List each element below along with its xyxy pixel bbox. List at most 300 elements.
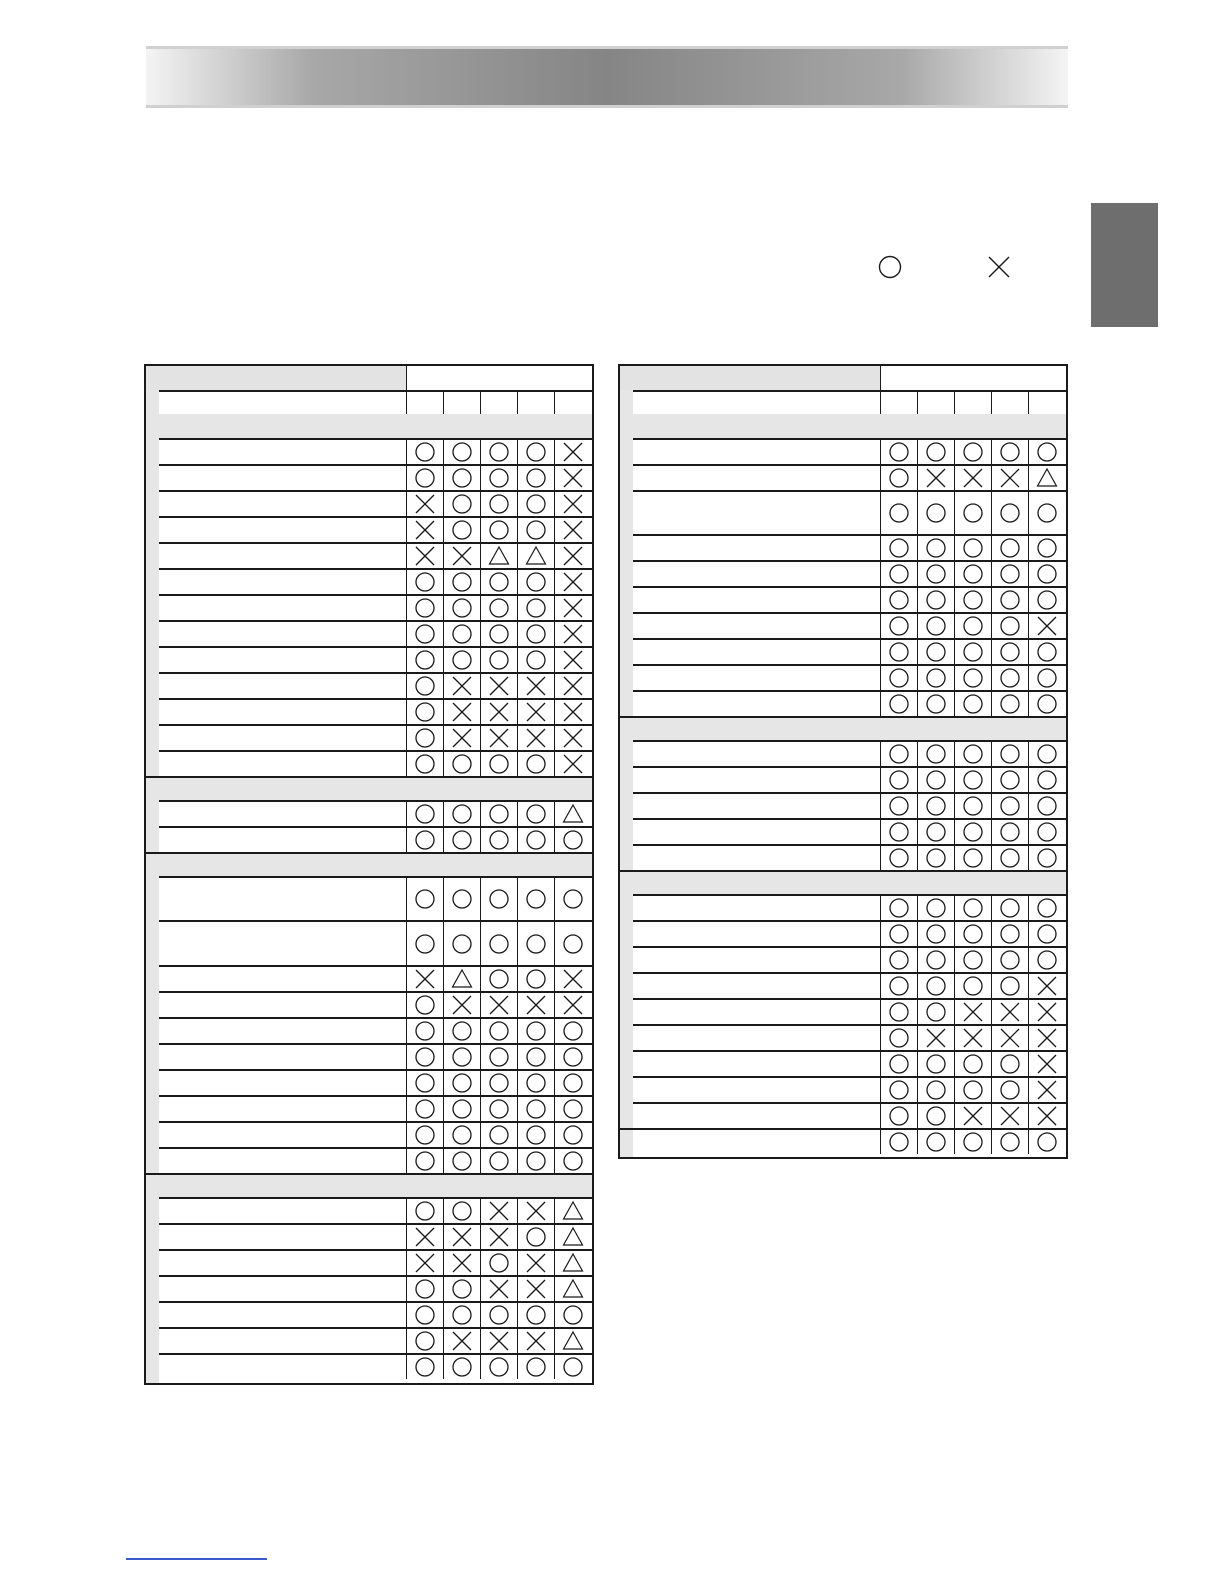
- column-divider: [480, 1017, 481, 1043]
- column-divider: [554, 1249, 555, 1275]
- column-divider: [517, 646, 518, 672]
- circle-mark-icon: [451, 1046, 473, 1068]
- row-label: [159, 1225, 406, 1249]
- column-divider: [443, 750, 444, 776]
- column-divider: [443, 1353, 444, 1379]
- column-divider: [517, 920, 518, 965]
- cross-mark-icon: [999, 467, 1021, 489]
- circle-mark-icon: [414, 933, 436, 955]
- column-divider: [554, 464, 555, 490]
- circle-mark-icon: [488, 649, 510, 671]
- circle-mark-icon: [999, 975, 1021, 997]
- cross-mark-icon: [562, 519, 584, 541]
- column-divider: [480, 920, 481, 965]
- circle-mark-icon: [414, 1278, 436, 1300]
- column-divider: [406, 826, 407, 852]
- column-divider: [917, 920, 918, 946]
- circle-mark-icon: [888, 795, 910, 817]
- column-divider: [517, 1223, 518, 1249]
- column-divider: [517, 568, 518, 594]
- circle-mark-icon: [1036, 1131, 1058, 1153]
- row-label: [633, 1026, 880, 1050]
- circle-mark-icon: [999, 502, 1021, 524]
- column-divider: [917, 740, 918, 766]
- column-divider: [517, 1121, 518, 1147]
- column-divider: [406, 438, 407, 464]
- circle-mark-icon: [888, 1105, 910, 1127]
- circle-mark-icon: [414, 571, 436, 593]
- circle-mark-icon: [414, 441, 436, 463]
- column-divider: [954, 534, 955, 560]
- circle-mark-icon: [414, 1200, 436, 1222]
- column-divider: [954, 1076, 955, 1102]
- column-divider: [480, 438, 481, 464]
- column-divider: [954, 438, 955, 464]
- column-divider: [880, 612, 881, 638]
- circle-mark-icon: [1036, 795, 1058, 817]
- category-band: [146, 776, 592, 800]
- column-divider: [880, 972, 881, 998]
- column-divider: [954, 894, 955, 920]
- circle-mark-icon: [999, 743, 1021, 765]
- circle-mark-icon: [451, 1124, 473, 1146]
- column-divider: [991, 1076, 992, 1102]
- column-divider: [991, 1102, 992, 1128]
- row-label: [633, 846, 880, 870]
- column-divider: [954, 1128, 955, 1154]
- column-divider: [991, 664, 992, 690]
- circle-mark-icon: [888, 537, 910, 559]
- circle-mark-icon: [925, 441, 947, 463]
- circle-mark-icon: [1036, 667, 1058, 689]
- cross-mark-icon: [925, 467, 947, 489]
- circle-mark-icon: [888, 1027, 910, 1049]
- column-divider: [480, 1353, 481, 1379]
- column-divider: [917, 690, 918, 716]
- circle-mark-icon: [888, 949, 910, 971]
- column-divider: [443, 1095, 444, 1121]
- cross-mark-icon: [525, 994, 547, 1016]
- circle-mark-icon: [488, 1098, 510, 1120]
- column-divider: [554, 620, 555, 646]
- circle-mark-icon: [1036, 537, 1058, 559]
- column-divider: [1028, 972, 1029, 998]
- column-divider: [480, 876, 481, 920]
- circle-mark-icon: [414, 1046, 436, 1068]
- column-divider: [406, 594, 407, 620]
- column-divider: [991, 490, 992, 534]
- circle-mark-icon: [962, 795, 984, 817]
- circle-mark-icon: [488, 571, 510, 593]
- row-label: [159, 674, 406, 698]
- footer-link-underline: [126, 1558, 267, 1560]
- category-band: [146, 1173, 592, 1197]
- circle-mark-icon: [414, 597, 436, 619]
- cross-mark-icon: [488, 701, 510, 723]
- circle-mark-icon: [999, 949, 1021, 971]
- column-divider: [880, 638, 881, 664]
- column-divider: [406, 1069, 407, 1095]
- column-divider: [954, 740, 955, 766]
- row-label: [159, 802, 406, 826]
- circle-mark-icon: [451, 1150, 473, 1172]
- circle-mark-icon: [562, 1150, 584, 1172]
- circle-mark-icon: [414, 1356, 436, 1378]
- cross-mark-icon: [488, 727, 510, 749]
- column-divider: [880, 390, 881, 414]
- circle-mark-icon: [925, 923, 947, 945]
- triangle-mark-icon: [525, 545, 547, 567]
- column-divider: [917, 894, 918, 920]
- circle-mark-icon: [414, 753, 436, 775]
- column-divider: [954, 612, 955, 638]
- column-divider: [406, 542, 407, 568]
- column-divider: [917, 1050, 918, 1076]
- column-divider: [917, 464, 918, 490]
- circle-mark-icon: [451, 1020, 473, 1042]
- cross-mark-icon: [488, 1200, 510, 1222]
- cross-mark-icon: [451, 1330, 473, 1352]
- row-label: [159, 466, 406, 490]
- column-divider: [991, 534, 992, 560]
- column-divider: [554, 698, 555, 724]
- column-divider: [517, 991, 518, 1017]
- circle-mark-icon: [1036, 743, 1058, 765]
- column-divider: [991, 998, 992, 1024]
- column-divider: [1028, 946, 1029, 972]
- column-divider: [554, 438, 555, 464]
- cross-mark-icon: [414, 519, 436, 541]
- column-divider: [480, 1043, 481, 1069]
- cross-mark-icon: [451, 994, 473, 1016]
- table-gutter: [620, 366, 633, 1157]
- column-divider: [1028, 464, 1029, 490]
- column-divider: [406, 1223, 407, 1249]
- column-divider: [991, 438, 992, 464]
- circle-mark-icon: [414, 1304, 436, 1326]
- column-divider: [917, 818, 918, 844]
- row-label: [159, 518, 406, 542]
- row-label: [633, 666, 880, 690]
- column-divider: [554, 826, 555, 852]
- column-divider: [443, 1069, 444, 1095]
- row-label: [159, 648, 406, 672]
- circle-mark-icon: [925, 975, 947, 997]
- cross-mark-icon: [562, 597, 584, 619]
- column-divider: [517, 1043, 518, 1069]
- circle-mark-icon: [525, 968, 547, 990]
- circle-mark-icon: [451, 623, 473, 645]
- circle-mark-icon: [525, 1226, 547, 1248]
- circle-mark-icon: [888, 693, 910, 715]
- circle-mark-icon: [999, 769, 1021, 791]
- triangle-mark-icon: [562, 1330, 584, 1352]
- column-divider: [406, 620, 407, 646]
- circle-mark-icon: [414, 888, 436, 910]
- circle-mark-icon: [888, 641, 910, 663]
- column-divider: [443, 390, 444, 414]
- column-divider: [880, 946, 881, 972]
- row-label: [159, 726, 406, 750]
- cross-mark-icon: [451, 1252, 473, 1274]
- cross-mark-icon: [1036, 1105, 1058, 1127]
- circle-mark-icon: [488, 1356, 510, 1378]
- circle-mark-icon: [451, 933, 473, 955]
- circle-mark-icon: [999, 847, 1021, 869]
- circle-mark-icon: [888, 441, 910, 463]
- circle-mark-icon: [414, 675, 436, 697]
- cross-mark-icon: [525, 1278, 547, 1300]
- circle-mark-icon: [888, 1131, 910, 1153]
- circle-mark-icon: [1036, 589, 1058, 611]
- circle-mark-icon: [925, 615, 947, 637]
- column-divider: [954, 690, 955, 716]
- row-label: [633, 1000, 880, 1024]
- column-divider: [554, 568, 555, 594]
- column-divider: [480, 724, 481, 750]
- column-divider: [517, 1069, 518, 1095]
- circle-mark-icon: [1036, 923, 1058, 945]
- cross-mark-icon: [562, 701, 584, 723]
- cross-mark-icon: [414, 545, 436, 567]
- column-divider: [1028, 612, 1029, 638]
- column-divider: [880, 740, 881, 766]
- circle-mark-icon: [562, 888, 584, 910]
- column-divider: [480, 1327, 481, 1353]
- column-divider: [880, 844, 881, 870]
- row-label: [633, 1104, 880, 1128]
- column-divider: [917, 586, 918, 612]
- column-divider: [480, 1197, 481, 1223]
- column-divider: [480, 1301, 481, 1327]
- circle-mark-icon: [562, 1304, 584, 1326]
- circle-mark-icon: [888, 615, 910, 637]
- circle-mark-icon: [488, 1304, 510, 1326]
- circle-mark-icon: [562, 1046, 584, 1068]
- column-divider: [443, 490, 444, 516]
- circle-mark-icon: [562, 1072, 584, 1094]
- row-label: [620, 1130, 880, 1154]
- title-banner: [146, 46, 1068, 108]
- legend-cross-icon: [986, 254, 1012, 280]
- column-divider: [517, 464, 518, 490]
- column-divider: [880, 1128, 881, 1154]
- circle-mark-icon: [488, 1046, 510, 1068]
- row-label: [633, 440, 880, 464]
- circle-mark-icon: [888, 923, 910, 945]
- cross-mark-icon: [562, 994, 584, 1016]
- column-divider: [954, 946, 955, 972]
- circle-mark-icon: [925, 949, 947, 971]
- category-band: [146, 414, 592, 438]
- column-divider: [1028, 586, 1029, 612]
- column-divider: [1028, 560, 1029, 586]
- column-divider: [991, 818, 992, 844]
- column-divider: [517, 1197, 518, 1223]
- circle-mark-icon: [414, 1124, 436, 1146]
- column-divider: [517, 542, 518, 568]
- circle-mark-icon: [488, 753, 510, 775]
- column-divider: [880, 1102, 881, 1128]
- column-divider: [954, 844, 955, 870]
- column-divider: [517, 594, 518, 620]
- column-divider: [954, 920, 955, 946]
- row-label: [159, 1123, 406, 1147]
- cross-mark-icon: [562, 727, 584, 749]
- row-label: [159, 1045, 406, 1069]
- column-divider: [406, 750, 407, 776]
- circle-mark-icon: [525, 829, 547, 851]
- column-divider: [554, 920, 555, 965]
- circle-mark-icon: [925, 667, 947, 689]
- column-divider: [517, 1327, 518, 1353]
- circle-mark-icon: [962, 923, 984, 945]
- circle-mark-icon: [888, 821, 910, 843]
- circle-mark-icon: [999, 923, 1021, 945]
- circle-mark-icon: [962, 589, 984, 611]
- cross-mark-icon: [525, 701, 547, 723]
- column-divider: [917, 638, 918, 664]
- circle-mark-icon: [888, 563, 910, 585]
- row-label: [633, 466, 880, 490]
- column-divider: [480, 1275, 481, 1301]
- column-divider: [954, 664, 955, 690]
- column-divider: [1028, 844, 1029, 870]
- circle-mark-icon: [525, 803, 547, 825]
- column-divider: [480, 698, 481, 724]
- circle-mark-icon: [925, 1053, 947, 1075]
- circle-mark-icon: [999, 641, 1021, 663]
- column-divider: [880, 1024, 881, 1050]
- row-label: [633, 896, 880, 920]
- circle-mark-icon: [525, 753, 547, 775]
- column-divider: [517, 965, 518, 991]
- row-label: [159, 1097, 406, 1121]
- column-divider: [480, 490, 481, 516]
- row-label: [633, 536, 880, 560]
- circle-mark-icon: [999, 589, 1021, 611]
- column-header-row: [159, 390, 592, 414]
- column-divider: [954, 390, 955, 414]
- column-divider: [917, 972, 918, 998]
- column-divider: [443, 516, 444, 542]
- column-divider: [443, 464, 444, 490]
- column-divider: [443, 1327, 444, 1353]
- circle-mark-icon: [525, 623, 547, 645]
- column-divider: [1028, 818, 1029, 844]
- cross-mark-icon: [1036, 615, 1058, 637]
- column-divider: [480, 991, 481, 1017]
- column-divider: [1028, 1024, 1029, 1050]
- column-divider: [1028, 690, 1029, 716]
- column-divider: [1028, 1050, 1029, 1076]
- circle-mark-icon: [1036, 769, 1058, 791]
- circle-mark-icon: [525, 1072, 547, 1094]
- column-divider: [480, 672, 481, 698]
- circle-mark-icon: [488, 1072, 510, 1094]
- column-divider: [954, 1102, 955, 1128]
- circle-mark-icon: [888, 1079, 910, 1101]
- circle-mark-icon: [925, 641, 947, 663]
- column-divider: [443, 698, 444, 724]
- circle-mark-icon: [488, 933, 510, 955]
- compatibility-table-right: [618, 364, 1068, 1159]
- cross-mark-icon: [562, 571, 584, 593]
- column-divider: [991, 792, 992, 818]
- column-divider: [517, 438, 518, 464]
- circle-mark-icon: [888, 897, 910, 919]
- column-divider: [406, 1197, 407, 1223]
- circle-mark-icon: [562, 1356, 584, 1378]
- circle-mark-icon: [525, 1020, 547, 1042]
- circle-mark-icon: [488, 597, 510, 619]
- table-header-cell: [146, 366, 406, 390]
- circle-mark-icon: [999, 537, 1021, 559]
- circle-mark-icon: [1036, 693, 1058, 715]
- column-divider: [954, 560, 955, 586]
- column-divider: [406, 646, 407, 672]
- column-divider: [554, 516, 555, 542]
- circle-mark-icon: [1036, 897, 1058, 919]
- column-divider: [1028, 638, 1029, 664]
- row-label: [633, 1078, 880, 1102]
- row-label: [633, 1052, 880, 1076]
- row-label: [159, 993, 406, 1017]
- circle-mark-icon: [962, 537, 984, 559]
- circle-mark-icon: [525, 493, 547, 515]
- column-divider: [480, 620, 481, 646]
- column-divider: [917, 1128, 918, 1154]
- circle-mark-icon: [925, 769, 947, 791]
- cross-mark-icon: [1036, 1001, 1058, 1023]
- column-divider: [517, 620, 518, 646]
- circle-mark-icon: [451, 571, 473, 593]
- column-divider: [991, 612, 992, 638]
- column-divider: [443, 542, 444, 568]
- circle-mark-icon: [414, 623, 436, 645]
- circle-mark-icon: [414, 467, 436, 489]
- circle-mark-icon: [488, 467, 510, 489]
- column-divider: [880, 894, 881, 920]
- circle-mark-icon: [1036, 502, 1058, 524]
- column-divider: [880, 1050, 881, 1076]
- circle-mark-icon: [925, 795, 947, 817]
- circle-mark-icon: [562, 1098, 584, 1120]
- column-divider: [991, 972, 992, 998]
- cross-mark-icon: [451, 545, 473, 567]
- row-label: [633, 692, 880, 716]
- cross-mark-icon: [451, 701, 473, 723]
- circle-mark-icon: [962, 667, 984, 689]
- chapter-tab: [1091, 203, 1158, 327]
- circle-mark-icon: [525, 597, 547, 619]
- circle-mark-icon: [525, 888, 547, 910]
- column-divider: [880, 464, 881, 490]
- column-divider: [406, 1095, 407, 1121]
- column-divider: [480, 1095, 481, 1121]
- cross-mark-icon: [451, 675, 473, 697]
- cross-mark-icon: [414, 493, 436, 515]
- compatibility-table-left: [144, 364, 594, 1385]
- column-divider: [554, 1327, 555, 1353]
- column-divider: [517, 1275, 518, 1301]
- circle-mark-icon: [525, 571, 547, 593]
- circle-mark-icon: [451, 888, 473, 910]
- row-label: [159, 922, 406, 965]
- column-divider: [443, 1147, 444, 1173]
- column-divider: [1028, 438, 1029, 464]
- circle-mark-icon: [925, 563, 947, 585]
